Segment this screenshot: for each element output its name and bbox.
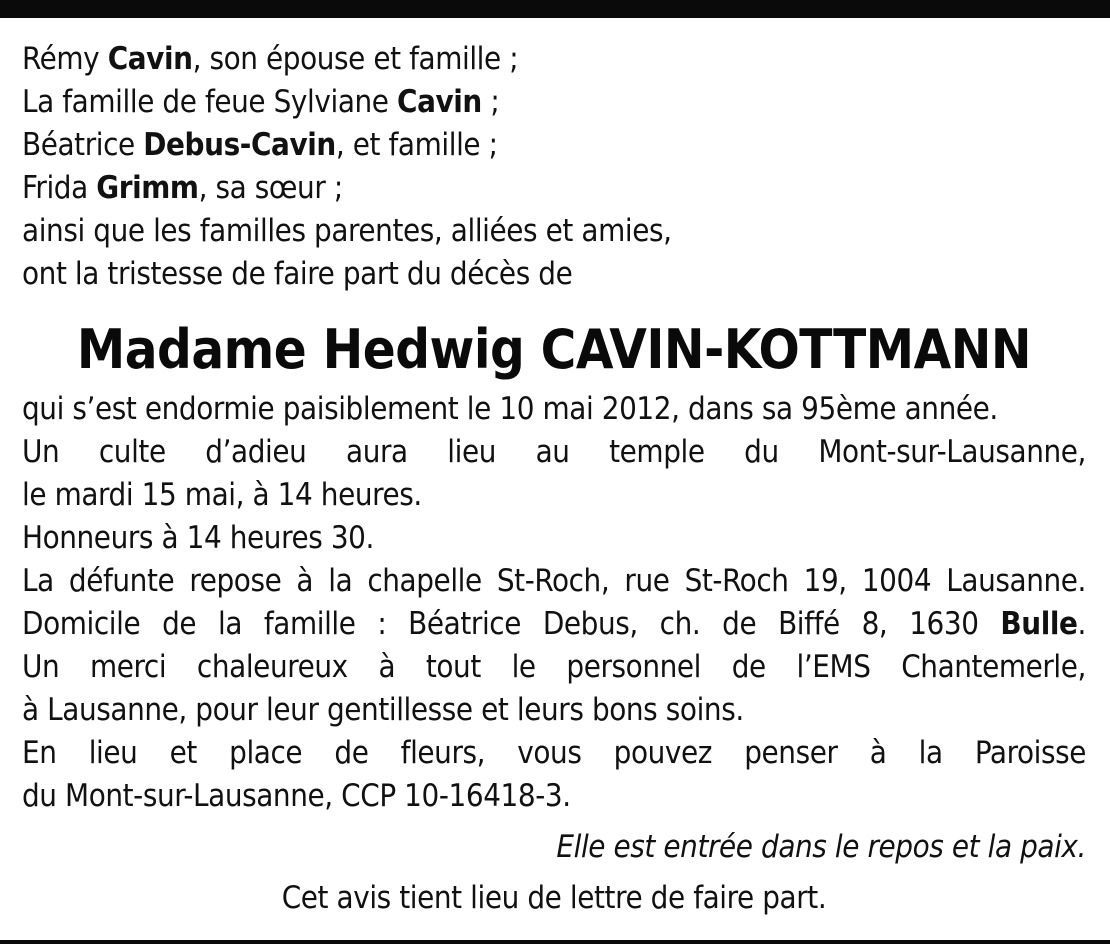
family-line-sylviane: La famille de feue Sylviane Cavin ; <box>22 84 500 120</box>
surname-grimm: Grimm <box>96 170 199 206</box>
top-border-rule <box>0 0 1110 18</box>
closing-statement: Cet avis tient lieu de lettre de faire part. <box>281 880 827 916</box>
intro-line-announcement: ont la tristesse de faire part du décès de <box>22 256 573 292</box>
intro-line-relatives: ainsi que les familles parentes, alliées et amies, <box>22 213 672 249</box>
flowers-line-2: du Mont-sur-Lausanne, CCP 10-16418-3. <box>22 778 571 814</box>
surname-debus-cavin: Debus-Cavin <box>143 127 336 163</box>
honours-line: Honneurs à 14 heures 30. <box>22 520 374 556</box>
family-line-remy: Rémy Cavin, son épouse et famille ; <box>22 41 519 77</box>
deceased-name: Madame Hedwig CAVIN-KOTTMANN <box>76 318 1032 381</box>
thanks-line-1: Un merci chaleureux à tout le personnel de l’EMS Chantemerle, <box>22 649 1086 685</box>
domicile-line: Domicile de la famille : Béatrice Debus, ch. de Biffé 8, 1630 Bulle. <box>22 606 1086 642</box>
flowers-line-1: En lieu et place de fleurs, vous pouvez penser à la Paroisse <box>22 735 1086 771</box>
thanks-line-2: à Lausanne, pour leur gentillesse et leurs bons soins. <box>22 692 744 728</box>
family-line-frida: Frida Grimm, sa sœur ; <box>22 170 343 206</box>
domicile-city: Bulle <box>1000 606 1078 642</box>
service-line-2: le mardi 15 mai, à 14 heures. <box>22 477 422 513</box>
service-line-1: Un culte d’adieu aura lieu au temple du Mont-sur-Lausanne, <box>22 434 1086 470</box>
family-line-beatrice: Béatrice Debus-Cavin, et famille ; <box>22 127 498 163</box>
death-notice <box>22 38 1086 920</box>
surname-cavin: Cavin <box>107 41 193 77</box>
surname-cavin: Cavin <box>397 84 482 120</box>
bottom-border-rule <box>0 940 1110 944</box>
death-line: qui s’est endormie paisiblement le 10 mai 2012, dans sa 95ème année. <box>22 391 998 427</box>
closing-motto: Elle est entrée dans le repos et la paix. <box>556 829 1086 865</box>
chapel-line: La défunte repose à la chapelle St-Roch, rue St-Roch 19, 1004 Lausanne. <box>22 563 1086 599</box>
